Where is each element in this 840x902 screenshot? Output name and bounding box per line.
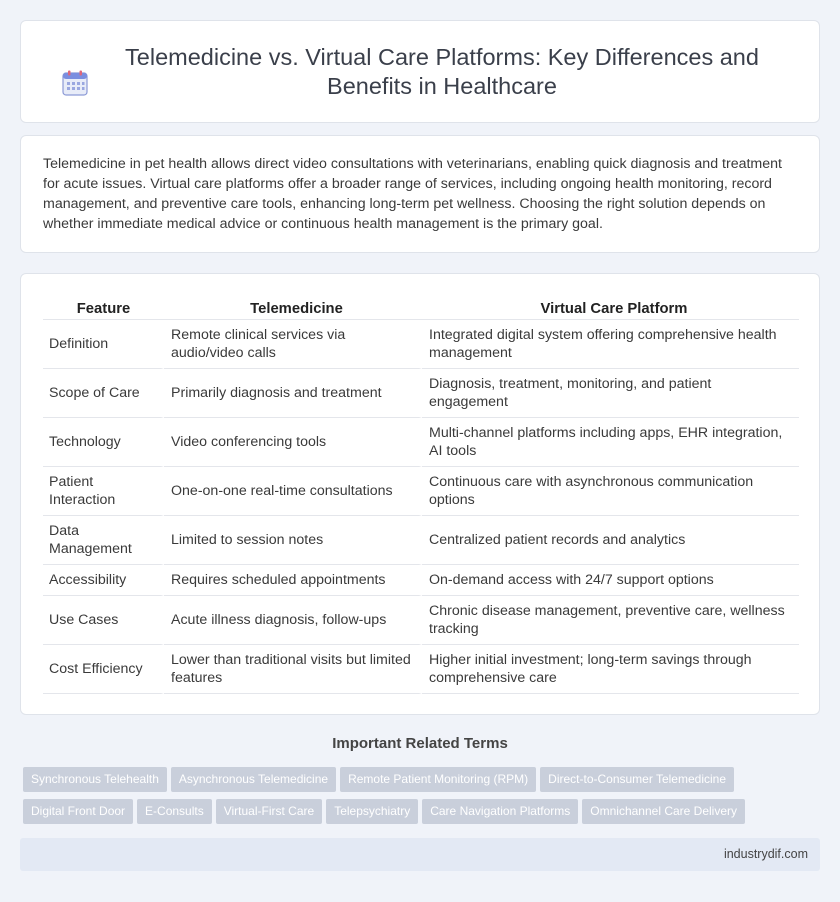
tag-telepsychiatry[interactable]: Telepsychiatry — [326, 799, 418, 824]
table-row — [43, 320, 799, 369]
title-card — [20, 20, 820, 123]
footer — [20, 838, 820, 871]
header-virtual-care: Virtual Care Platform — [422, 296, 799, 320]
telemedicine-cell: One-on-one real-time consultations — [164, 467, 422, 516]
tag-care-navigation-platforms[interactable]: Care Navigation Platforms — [422, 799, 578, 824]
feature-cell: Scope of Care — [43, 369, 164, 418]
intro-card — [20, 135, 820, 253]
tag-asynchronous-telemedicine[interactable]: Asynchronous Telemedicine — [171, 767, 336, 792]
feature-cell: Patient Interaction — [43, 467, 164, 516]
header-telemedicine: Telemedicine — [164, 296, 422, 320]
telemedicine-cell: Lower than traditional visits but limited features — [164, 645, 422, 694]
header-feature: Feature — [43, 296, 164, 320]
telemedicine-cell: Video conferencing tools — [164, 418, 422, 467]
virtual-care-cell: Centralized patient records and analytics — [422, 516, 799, 565]
tag-synchronous-telehealth[interactable]: Synchronous Telehealth — [23, 767, 167, 792]
feature-cell: Data Management — [43, 516, 164, 565]
tag-digital-front-door[interactable]: Digital Front Door — [23, 799, 133, 824]
tag-direct-to-consumer-telemedicine[interactable]: Direct-to-Consumer Telemedicine — [540, 767, 734, 792]
table-row — [43, 418, 799, 467]
tag-remote-patient-monitoring[interactable]: Remote Patient Monitoring (RPM) — [340, 767, 536, 792]
table-row — [43, 516, 799, 565]
table-row — [43, 467, 799, 516]
virtual-care-cell: Integrated digital system offering comprehensive health management — [422, 320, 799, 369]
virtual-care-cell: Chronic disease management, preventive care, wellness tracking — [422, 596, 799, 645]
table-row — [43, 596, 799, 645]
telemedicine-cell: Limited to session notes — [164, 516, 422, 565]
tag-e-consults[interactable]: E-Consults — [137, 799, 212, 824]
calendar-icon — [61, 69, 89, 97]
related-terms-title: Important Related Terms — [332, 735, 508, 752]
virtual-care-cell: Multi-channel platforms including apps, EHR integration, AI tools — [422, 418, 799, 467]
telemedicine-cell: Primarily diagnosis and treatment — [164, 369, 422, 418]
telemedicine-cell: Acute illness diagnosis, follow-ups — [164, 596, 422, 645]
comparison-card — [20, 273, 820, 715]
virtual-care-cell: Higher initial investment; long-term savings through comprehensive care — [422, 645, 799, 694]
intro-paragraph: Telemedicine in pet health allows direct video consultations with veterinarians, enabling quick diagnosis and treatment for acute issues. Virtual care platforms offer a broader range of services, including ongoing health monitoring, record management, and preventive care tools, enhancing long-term pet wellness. Choosing the right solution depends on whether immediate medical advice or continuous health management is the primary goal. — [43, 156, 782, 232]
related-terms-list — [23, 767, 783, 831]
table-header-row — [43, 296, 799, 320]
page-title: Telemedicine vs. Virtual Care Platforms: Key Differences and Benefits in Healthcare — [125, 43, 759, 99]
feature-cell: Use Cases — [43, 596, 164, 645]
tag-omnichannel-care-delivery[interactable]: Omnichannel Care Delivery — [582, 799, 745, 824]
table-row — [43, 645, 799, 694]
virtual-care-cell: Diagnosis, treatment, monitoring, and patient engagement — [422, 369, 799, 418]
comparison-table — [43, 296, 799, 694]
footer-site-link[interactable]: industrydif.com — [723, 847, 808, 861]
telemedicine-cell: Requires scheduled appointments — [164, 565, 422, 596]
tag-virtual-first-care[interactable]: Virtual-First Care — [216, 799, 322, 824]
feature-cell: Accessibility — [43, 565, 164, 596]
table-row — [43, 565, 799, 596]
virtual-care-cell: Continuous care with asynchronous communication options — [422, 467, 799, 516]
feature-cell: Technology — [43, 418, 164, 467]
table-row — [43, 369, 799, 418]
feature-cell: Definition — [43, 320, 164, 369]
virtual-care-cell: On-demand access with 24/7 support options — [422, 565, 799, 596]
feature-cell: Cost Efficiency — [43, 645, 164, 694]
telemedicine-cell: Remote clinical services via audio/video calls — [164, 320, 422, 369]
